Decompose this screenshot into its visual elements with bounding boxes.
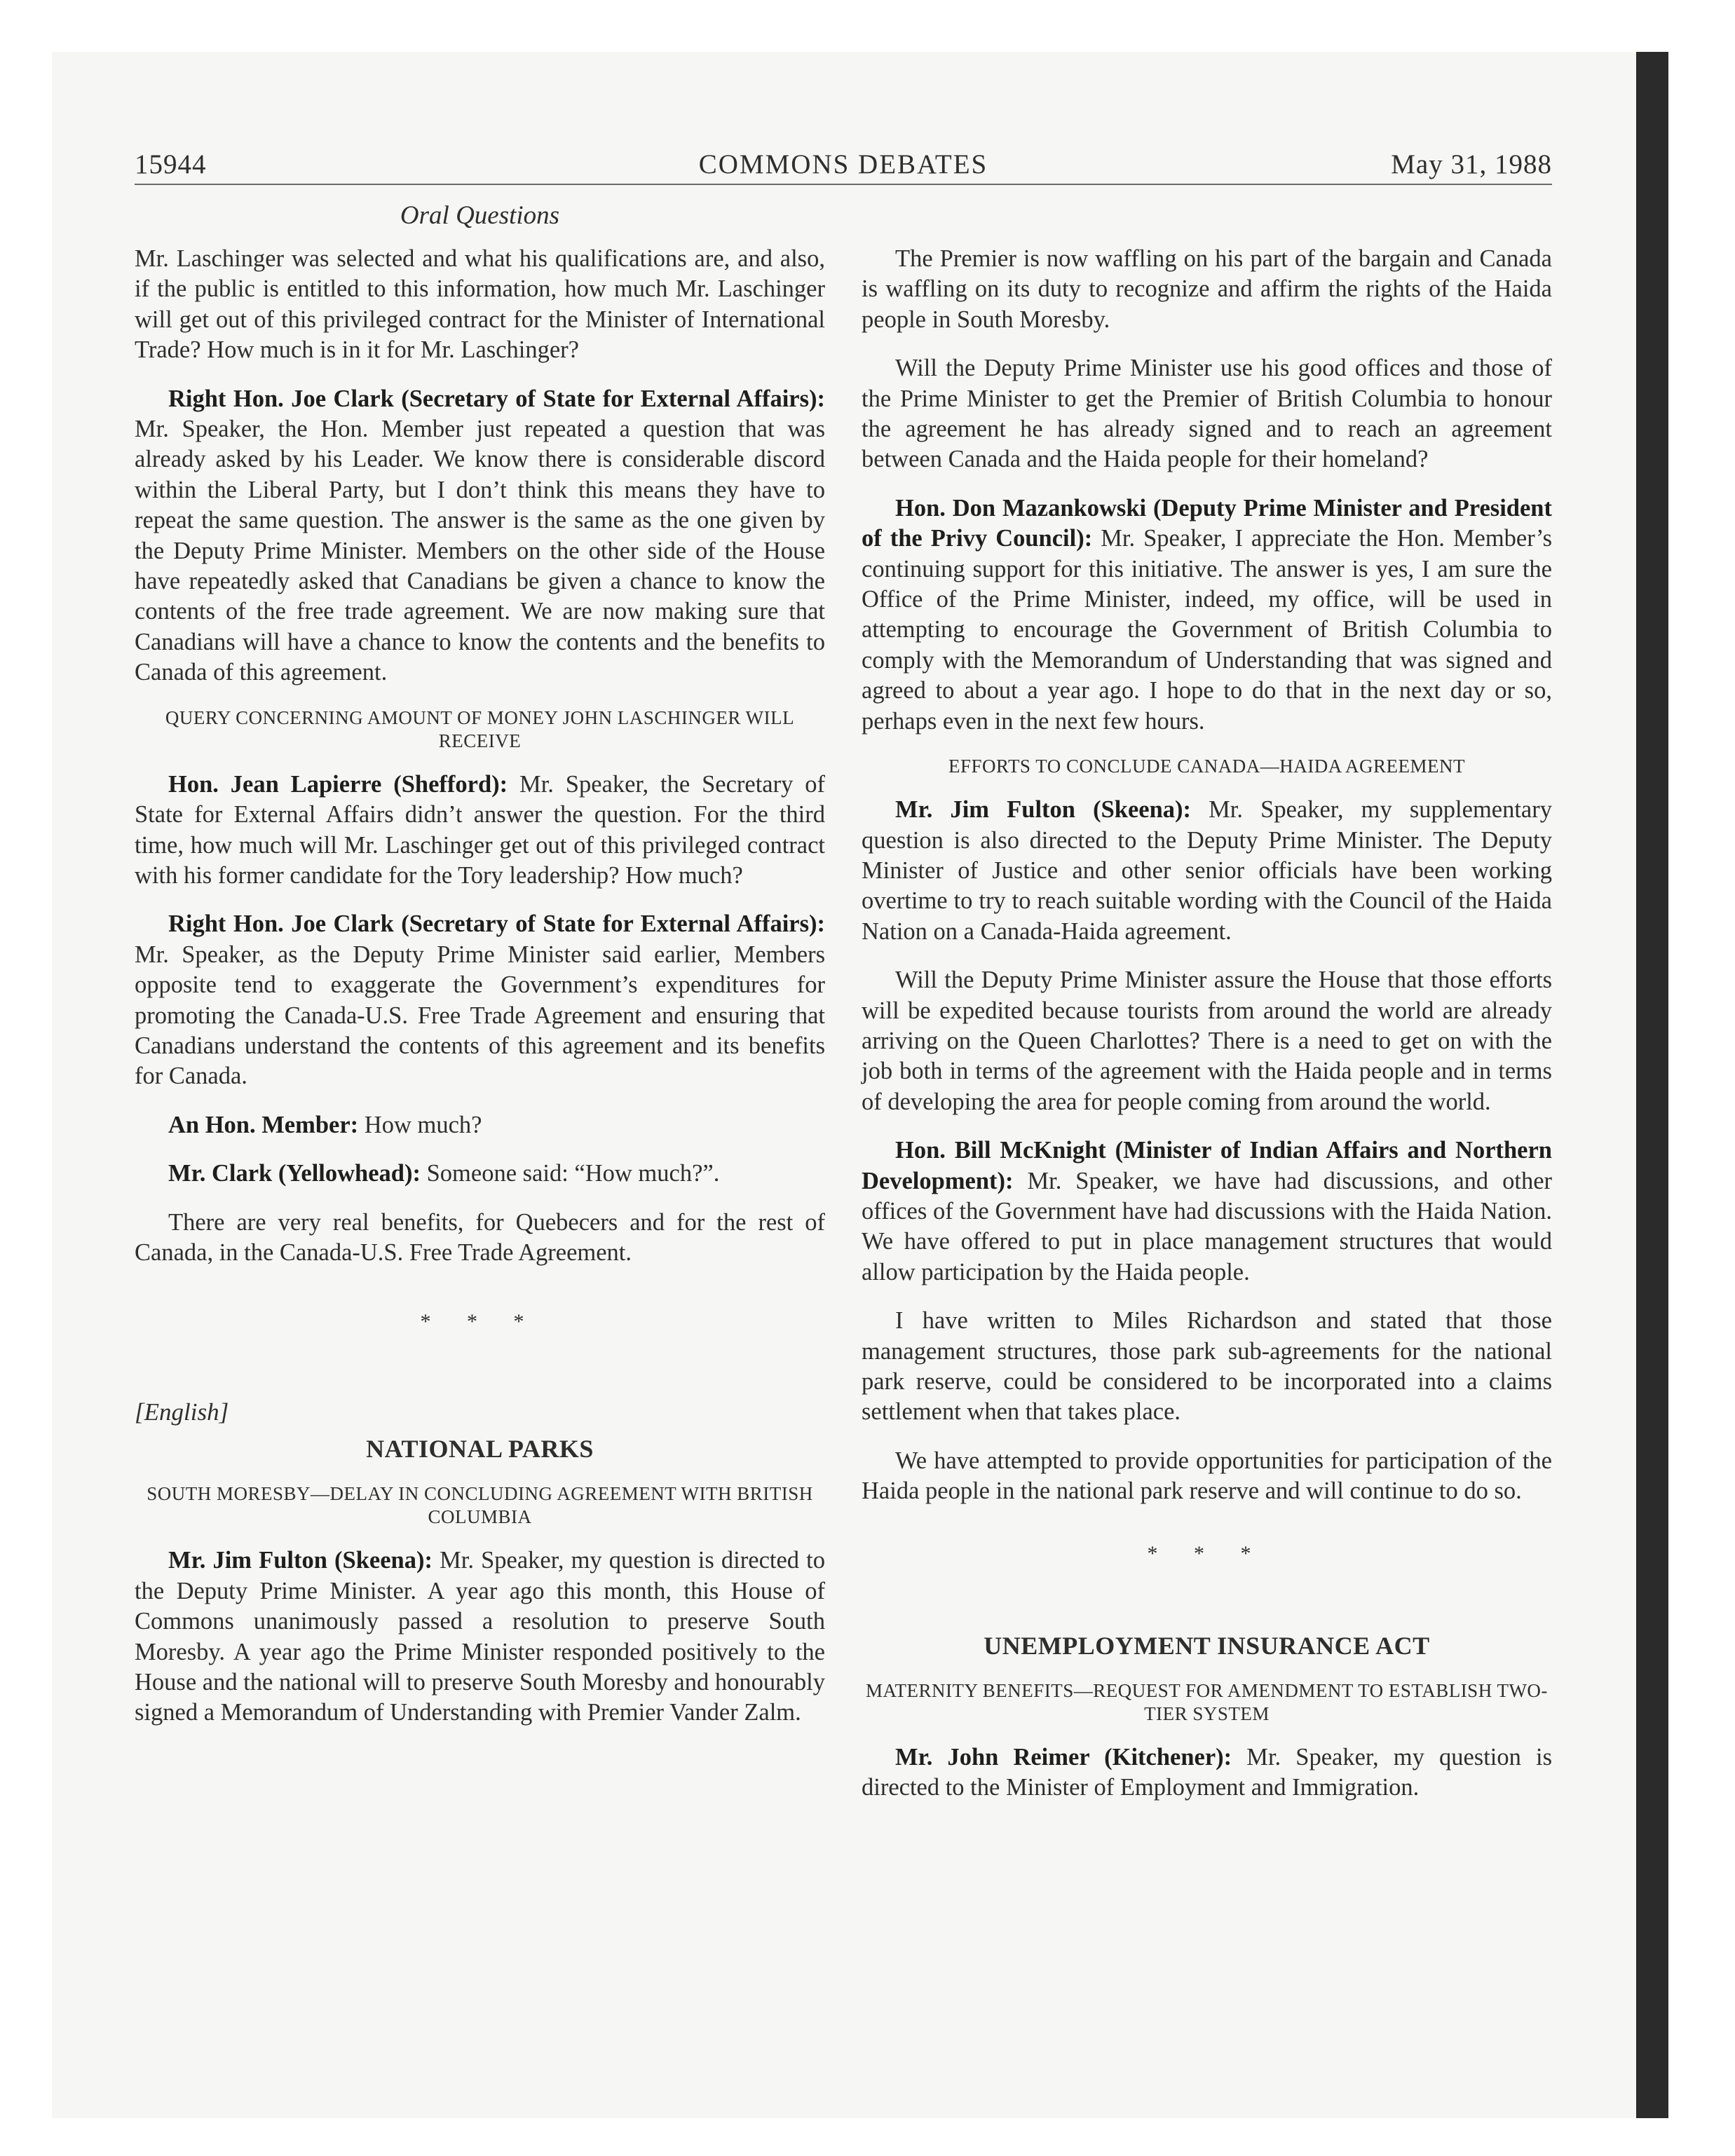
section-heading: NATIONAL PARKS	[366, 1435, 594, 1464]
publication-title: COMMONS DEBATES	[698, 149, 988, 179]
speech-text: Mr. Speaker, my question is directed to the Deputy Prime Minister. A year ago this month, this House of Commons unanimously passed a resolution to preserve South Moresby. A year ago the Prime Minister responded positively to the House and the national will to preserve South Moresby and honourably signed a Memorandum of Understanding with Premier Vander Zalm.	[135, 1547, 825, 1726]
language-marker: [English]	[135, 1398, 229, 1426]
speech-text: How much?	[358, 1111, 482, 1138]
speech-paragraph	[862, 493, 1552, 737]
speech-text: Mr. Speaker, my question is directed to the Minister of Employment and Immigration.	[862, 1743, 1553, 1801]
speaker-name: Mr. Jim Fulton (Skeena):	[895, 796, 1191, 824]
speech-text: Mr. Speaker, my supplementary question is also directed to the Deputy Prime Minister. The Deputy Minister of Justice and other senior officials have been working overtime to try to reach suitable wording with the Council of the Haida Nation on a Canada-Haida agreement.	[862, 796, 1552, 945]
paragraph: Mr. Laschinger was selected and what his qualifications are, and also, if the public is entitled to this information, how much Mr. Laschinger will get out of this privileged contract for the Minister of International Trade? How much is in it for Mr. Laschinger?	[135, 245, 825, 364]
subheading: MATERNITY BENEFITS—REQUEST FOR AMENDMENT TO ESTABLISH TWO-TIER SYSTEM	[866, 1679, 1548, 1724]
page-date: May 31, 1988	[1391, 149, 1552, 179]
speech-paragraph	[135, 1159, 825, 1189]
speaker-name: Mr. Clark (Yellowhead):	[168, 1160, 421, 1187]
speaker-name: Mr. John Reimer (Kitchener):	[895, 1743, 1232, 1770]
paragraph: The Premier is now waffling on his part of the bargain and Canada is waffling on its duty to recognize and affirm the rights of the Haida people in South Moresby.	[862, 245, 1552, 333]
speech-paragraph	[135, 909, 825, 1091]
section-separator: * * *	[420, 1310, 540, 1334]
paragraph: I have written to Miles Richardson and stated that those management structures, those park sub-agreements for the national park reserve, could be considered to be incorporated into a claims settlement when that takes place.	[862, 1307, 1552, 1426]
speaker-name: Mr. Jim Fulton (Skeena):	[168, 1547, 433, 1574]
paragraph: We have attempted to provide opportunities for participation of the Haida people in the national park reserve and will continue to do so.	[862, 1447, 1552, 1505]
left-column	[135, 244, 825, 1747]
paragraph: Will the Deputy Prime Minister use his good offices and those of the Prime Minister to get the Premier of British Columbia to honour the agreement he has already signed and to reach an agreement between Canada and the Haida people for their homeland?	[862, 355, 1552, 473]
page-header	[135, 144, 1552, 185]
paragraph: There are very real benefits, for Quebecers and for the rest of Canada, in the Canada-U.S. Free Trade Agreement.	[135, 1208, 825, 1266]
speech-paragraph	[135, 1546, 825, 1728]
speech-paragraph	[862, 1742, 1552, 1803]
subheading: QUERY CONCERNING AMOUNT OF MONEY JOHN LASCHINGER WILL RECEIVE	[165, 707, 795, 751]
right-column	[862, 244, 1552, 1821]
section-separator: * * *	[1147, 1541, 1267, 1565]
speech-text: Mr. Speaker, the Secretary of State for External Affairs didn’t answer the question. For the third time, how much will Mr. Laschinger get out of this privileged contract with his former candidate for the Tory leadership? How much?	[135, 770, 825, 889]
subheading: SOUTH MORESBY—DELAY IN CONCLUDING AGREEMENT WITH BRITISH COLUMBIA	[147, 1483, 813, 1528]
speech-paragraph	[135, 384, 825, 688]
speech-paragraph	[862, 1135, 1552, 1288]
speaker-name: An Hon. Member:	[168, 1111, 359, 1138]
speech-text: Someone said: “How much?”.	[420, 1160, 720, 1187]
speech-paragraph	[862, 795, 1552, 947]
speech-text: Mr. Speaker, I appreciate the Hon. Member’s continuing support for this initiative. The answer is yes, I am sure the Office of the Prime Minister, indeed, my office, will be used in attempting to encourage the Government of British Columbia to comply with the Memorandum of Understanding that was signed and agreed to about a year ago. I hope to do that in the next day or so, perhaps even in the next few hours.	[862, 525, 1553, 735]
speech-text: Mr. Speaker, we have had discussions, and other offices of the Government have had discussions with the Haida Nation. We have offered to put in place management structures that would allow participation by the Haida people.	[862, 1167, 1552, 1285]
section-label: Oral Questions	[400, 201, 560, 230]
section-heading: UNEMPLOYMENT INSURANCE ACT	[984, 1631, 1430, 1660]
subheading: EFFORTS TO CONCLUDE CANADA—HAIDA AGREEMENT	[948, 756, 1465, 777]
binding-edge	[1636, 52, 1668, 2118]
speech-paragraph	[135, 1110, 825, 1140]
speaker-name: Hon. Bill McKnight (Minister of Indian Affairs and Northern Development):	[862, 1137, 1552, 1194]
speech-text: Mr. Speaker, as the Deputy Prime Minister said earlier, Members opposite tend to exaggerate the Government’s expenditures for promoting the Canada-U.S. Free Trade Agreement and ensuring that Canadians understand the contents of this agreement and its benefits for Canada.	[135, 941, 825, 1090]
speech-paragraph	[135, 770, 825, 892]
speaker-name: Right Hon. Joe Clark (Secretary of State for External Affairs):	[168, 910, 825, 938]
speaker-name: Right Hon. Joe Clark (Secretary of State for External Affairs):	[168, 385, 825, 412]
paragraph: Will the Deputy Prime Minister assure the House that those efforts will be expedited because tourists from around the world are already arriving on the Queen Charlottes? There is a need to get on with the job both in terms of the agreement with the Haida people and in terms of developing the area for people coming from around the world.	[862, 967, 1552, 1115]
speech-text: Mr. Speaker, the Hon. Member just repeated a question that was already asked by his Leader. We know there is considerable discord within the Liberal Party, but I don’t think this means they have to repeat the same question. The answer is the same as the one given by the Deputy Prime Minister. Members on the other side of the House have repeatedly asked that Canadians be given a chance to know the contents of the free trade agreement. We are now making sure that Canadians will have a chance to know the contents and the benefits to Canada of this agreement.	[135, 416, 825, 686]
speaker-name: Hon. Don Mazankowski (Deputy Prime Minister and President of the Privy Council):	[862, 494, 1552, 552]
speaker-name: Hon. Jean Lapierre (Shefford):	[168, 770, 508, 798]
page-number: 15944	[135, 149, 207, 179]
